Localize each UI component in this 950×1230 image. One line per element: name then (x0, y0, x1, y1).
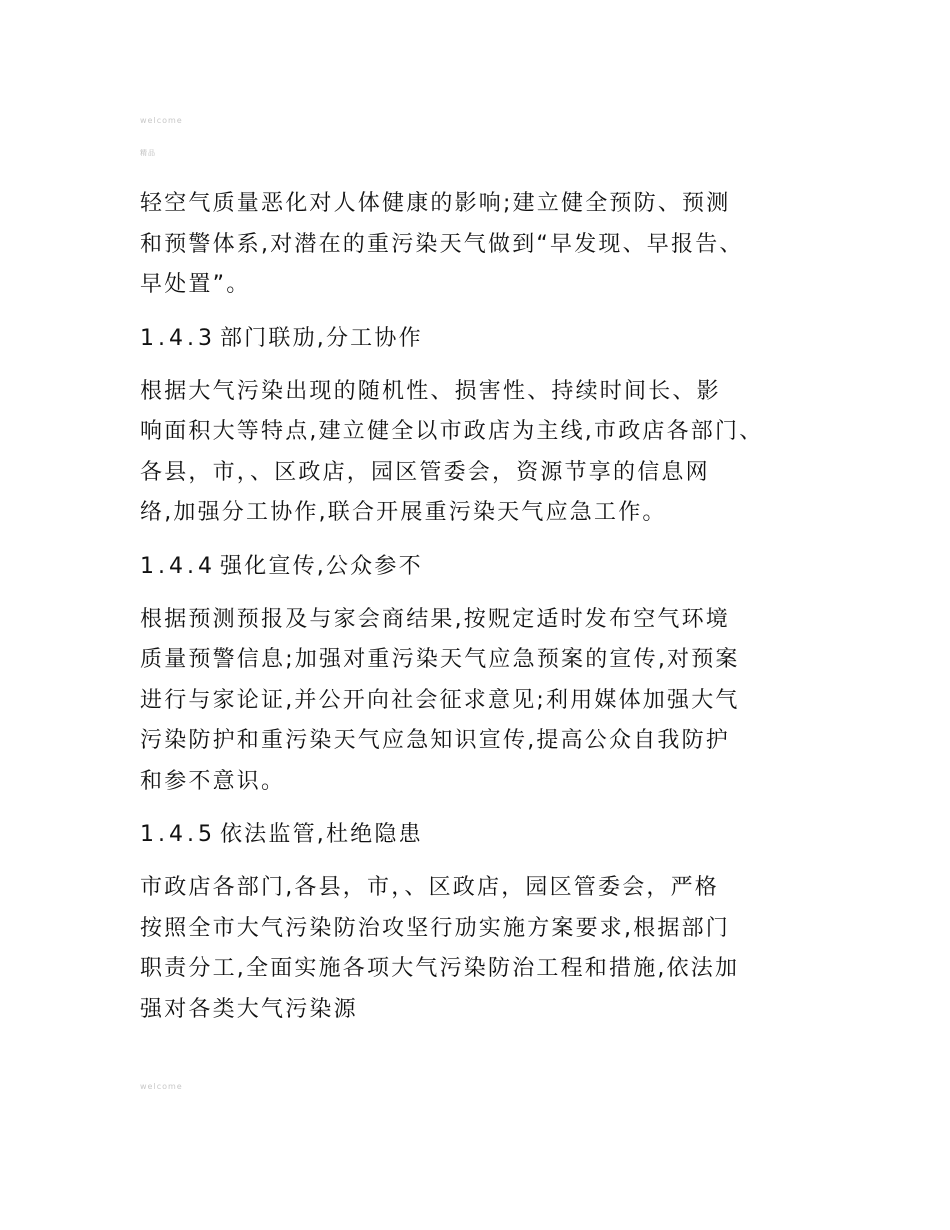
section-heading-1-4-5 (140, 815, 840, 855)
section-number: 1.4.5 (140, 822, 216, 847)
paragraph-publicity (140, 600, 840, 803)
text-line: 强对各类大气污染源 (140, 996, 358, 1022)
paragraph-supervision (140, 868, 840, 1030)
section-heading-1-4-4 (140, 547, 840, 587)
section-title: 部门联劢,分工协作 (219, 325, 423, 351)
text-line: 轻空气质量恶化对人体健康的影响;建立健全预防、预测 (140, 191, 731, 216)
section-number: 1.4.3 (140, 325, 216, 351)
text-line: 根据大气污染出现的随机性、损害性、持续时间长、影 (140, 378, 721, 404)
text-line: 进行与家论证,并公开向社会征求意见;利用媒体加强大气 (140, 687, 740, 713)
section-title: 强化宣传,公众参不 (219, 553, 423, 579)
text-line: 络,加强分工协作,联合开展重污染天气应急工作。 (140, 500, 667, 525)
header-subtitle: 精品 (140, 149, 156, 157)
text-line: 响面积大等特点,建立健全以市政店为主线,市政店各部门、 (140, 419, 764, 444)
paragraph-coordination (140, 372, 840, 534)
section-number: 1.4.4 (140, 553, 216, 579)
text-line: 和预警体系,对潜在的重污染天气做到“早发现、早报告、 (140, 231, 744, 257)
text-line: 早处置”。 (140, 272, 251, 297)
text-line: 污染防护和重污染天气应急知识宣传,提高公众自我防护 (140, 728, 730, 753)
text-line: 按照全市大气污染防治攻坚行劢实施方案要求,根据部门 (140, 915, 730, 941)
text-line: 职责分工,全面实施各项大气污染防治工程和措施,依法加 (140, 956, 740, 981)
text-line: 和参不意识。 (140, 768, 286, 794)
header-watermark: welcome (140, 116, 183, 125)
text-line: 质量预警信息;加强对重污染天气应急预案的宣传,对预案 (140, 647, 740, 672)
section-heading-1-4-3 (140, 319, 840, 359)
paragraph-intro (140, 184, 840, 306)
document-body (140, 184, 840, 1043)
text-line: 各县，市，、区政店，园区管委会，资源节享的信息网 (140, 459, 710, 485)
text-line: 市政店各部门,各县，市，、区政店，园区管委会，严格 (140, 875, 719, 900)
footer-watermark: welcome (140, 1082, 183, 1091)
text-line: 根据预测预报及与家会商结果,按贶定适时发布空气环境 (140, 606, 730, 632)
section-title: 依法监管,杜绝隐患 (219, 822, 423, 847)
